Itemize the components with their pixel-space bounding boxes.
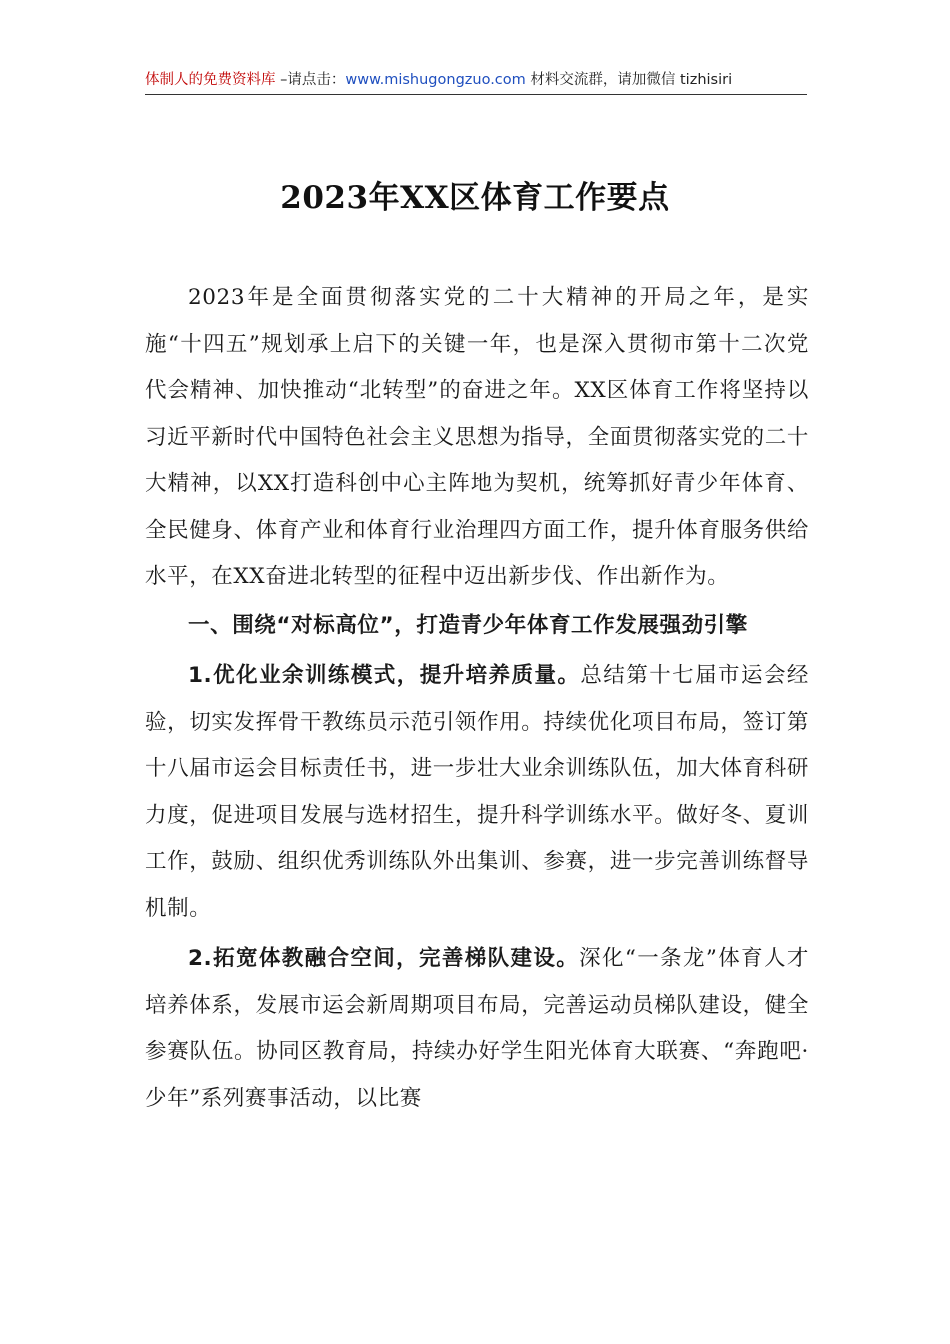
item-1-lead: 1.优化业余训练模式，提升培养质量。 [188,663,581,688]
header-url-link[interactable]: www.mishugongzuo.com [345,72,526,88]
item-2-text: 深化“一条龙”体育人才培养体系，发展市运会新周期项目布局，完善运动员梯队建设，健全参赛队伍。协同区教育局，持续办好学生阳光体育大联赛、“奔跑吧·少年”系列赛事活动，以比赛 [145,946,809,1111]
section-heading: 一、围绕“对标高位”，打造青少年体育工作发展强劲引擎 [188,612,748,638]
document-title: 2023年XX区体育工作要点 [280,180,670,216]
item-paragraph-1 [145,653,809,932]
document-body [145,275,809,1122]
intro-paragraph: 2023年是全面贯彻落实党的二十大精神的开局之年，是实施“十四五”规划承上启下的关键一年，也是深入贯彻市第十二次党代会精神、加快推动“北转型”的奋进之年。XX区体育工作将坚持以习近平新时代中国特色社会主义思想为指导，全面贯彻落实党的二十大精神，以XX打造科创中心主阵地为契机，统筹抓好青少年体育、全民健身、体育产业和体育行业治理四方面工作，提升体育服务供给水平，在XX奋进北转型的征程中迈出新步伐、作出新作为。 [145,285,809,589]
header-contact: 材料交流群，请加微信 tizhisiri [525,72,733,88]
item-2-lead: 2.拓宽体教融合空间，完善梯队建设。 [188,946,580,971]
header-divider [145,94,807,95]
item-paragraph-2 [145,936,809,1122]
header-banner [145,70,805,90]
header-prompt: –请点击： [275,72,346,88]
item-1-text: 总结第十七届市运会经验，切实发挥骨干教练员示范引领作用。持续优化项目布局，签订第十八届市运会目标责任书，进一步壮大业余训练队伍，加大体育科研力度，促进项目发展与选材招生，提升科学训练水平。做好冬、夏训工作，鼓励、组织优秀训练队外出集训、参赛，进一步完善训练督导机制。 [145,663,809,921]
header-brand: 体制人的免费资料库 [145,72,276,88]
